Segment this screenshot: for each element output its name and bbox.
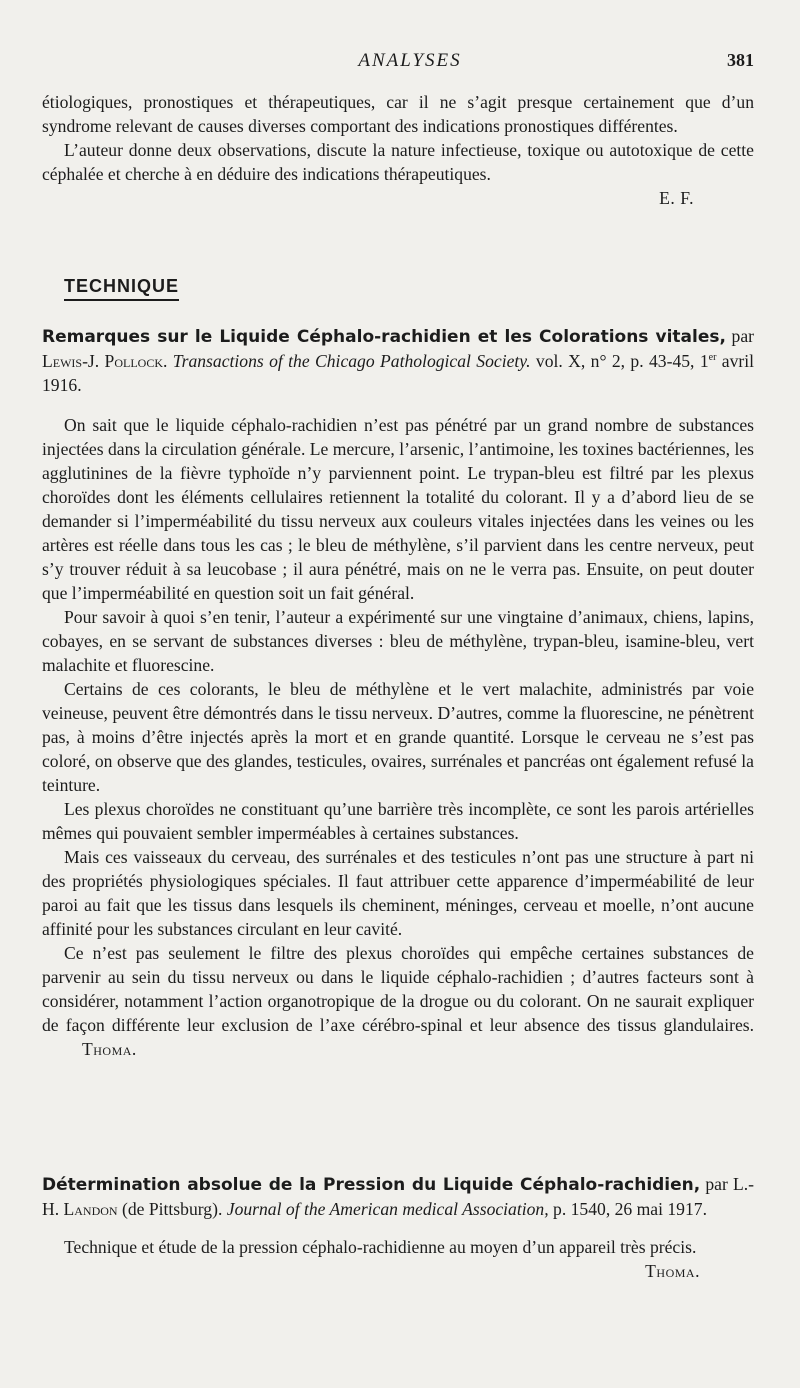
article-2-paragraph <box>42 1235 754 1281</box>
article-2-title: Détermination absolue de la Pression du Liquide Céphalo-rachidien, <box>42 1175 701 1195</box>
article-1-heading <box>42 324 754 397</box>
article-1 <box>42 324 754 1061</box>
continuation-paragraph-2: L’auteur donne deux observations, discute la nature infectieuse, toxique ou autotoxique de cette céphalée et cherche à en déduire des indications thérapeutiques. <box>42 140 754 184</box>
article-2-paragraph-text: Technique et étude de la pression céphalo-rachidienne au moyen d’un appareil très précis. <box>64 1237 697 1257</box>
page-number: 381 <box>727 50 754 70</box>
article-1-ref-sup: er <box>708 352 717 364</box>
article-2-by: par L.-H. <box>42 1174 754 1219</box>
article-1-signature: Thoma. <box>82 1039 137 1059</box>
continuation-paragraph-1: étiologiques, pronostiques et thérapeutiques, car il ne s’agit presque certainement que d’un syndrome relevant de causes diverses comportant des indications pronostiques différentes. <box>42 92 754 136</box>
article-1-paragraph-1: On sait que le liquide céphalo-rachidien n’est pas pénétré par un grand nombre de substances injectées dans la circulation générale. Le mercure, l’arsenic, l’antimoine, les toxines bactériennes, les agglutinines de la fièvre typhoïde n’y parviennent point. Le trypan-bleu est filtré par les plexus choroïdes dont les éléments cellulaires retiennent la totalité du colorant. Il y a d’abord lieu de se demander si l’imperméabilité du tissu nerveux aux couleurs vitales injectées dans les veines ou les artères est réelle dans tous les cas ; le bleu de méthylène, s’il parvient dans les centre nerveux, peut s’y trouver réduit à sa leucobase ; il aura pénétré, mais on ne le verra pas. Ensuite, on peut douter que l’imperméabilité en question soit un fait général. <box>42 415 754 603</box>
article-1-paragraph-6 <box>42 941 754 1061</box>
article-1-paragraph-2: Pour savoir à quoi s’en tenir, l’auteur a expérimenté sur une vingtaine d’animaux, chiens, lapins, cobayes, en se servant de substances diverses : bleu de méthylène, trypan-bleu, isamine-bleu, vert malachite et fluorescine. <box>42 607 754 675</box>
continuation-signature-row <box>42 186 754 210</box>
article-2-signature: Thoma. <box>645 1261 700 1281</box>
running-title: ANALYSES <box>358 50 462 71</box>
article-1-paragraph-6-text: Ce n’est pas seulement le filtre des plexus choroïdes qui empêche certaines substances de parvenir au sein du tissu nerveux ou dans le liquide céphalo-rachidien ; d’autres facteurs sont à considérer, notamment l’action organotropique de la drogue ou du colorant. On ne saurait expliquer de façon différente leur exclusion de l’axe cérébro-spinal et leur absence des tissus glandulaires. <box>42 943 754 1035</box>
article-1-paragraph-3: Certains de ces colorants, le bleu de méthylène et le vert malachite, administrés par voie veineuse, peuvent être démontrés dans le tissu nerveux. D’autres, comme la fluorescine, ne pénètrent pas, à moins d’être injectés après la mort et en grande quantité. Lorsque le cerveau ne s’est pas coloré, on observe que des glandes, testicules, ovaires, surrénales et pancréas ont également refusé la teinture. <box>42 679 754 795</box>
section-heading: TECHNIQUE <box>64 276 179 301</box>
article-1-ref-suffix: avril 1916. <box>42 351 755 395</box>
article-2-location: (de Pittsburg). <box>122 1199 223 1219</box>
article-1-paragraph-5: Mais ces vaisseaux du cerveau, des surrénales et des testicules n’ont pas une structure à part ni des propriétés physiologiques spéciales. Il faut attribuer cette apparence d’imperméabilité de leur paroi au fait que les tissus dans lesquels ils cheminent, méninges, cerveau et moelle, n’ont aucune affinité pour les substances circulant en leur cavité. <box>42 847 754 939</box>
article-1-ref-prefix: vol. X, n° 2, p. 43-45, 1 <box>535 351 709 371</box>
running-header <box>60 50 760 76</box>
continuation-block <box>42 90 754 210</box>
article-2-ref: p. 1540, 26 mai 1917. <box>553 1199 707 1219</box>
article-1-by: par <box>731 326 755 346</box>
article-2-heading <box>42 1172 754 1221</box>
article-1-journal: Transactions of the Chicago Pathological Society. <box>172 351 531 371</box>
article-2-journal: Journal of the American medical Association, <box>226 1199 549 1219</box>
article-1-paragraph-4: Les plexus choroïdes ne constituant qu’une barrière très incomplète, ce sont les parois artérielles mêmes qui pouvaient sembler imperméables à certaines substances. <box>42 799 754 843</box>
continuation-signature: E. F. <box>659 188 694 208</box>
article-2 <box>42 1172 754 1283</box>
article-1-title: Remarques sur le Liquide Céphalo-rachidien et les Colorations vitales, <box>42 327 726 347</box>
article-1-author: Lewis-J. Pollock. <box>42 351 168 371</box>
article-2-author: Landon <box>63 1199 118 1219</box>
